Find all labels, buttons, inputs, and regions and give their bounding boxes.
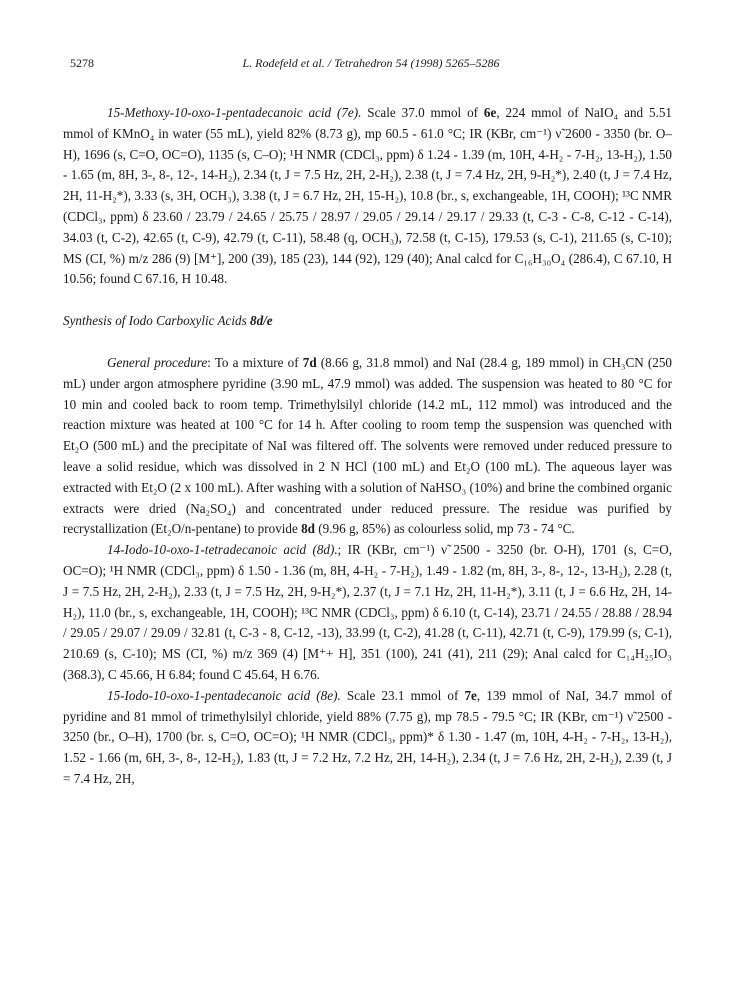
page-header bbox=[70, 56, 672, 72]
paragraph-text: , 139 mmol of NaI, 34.7 mmol of pyridine and 81 mmol of trimethylsilyl chloride, yield 88% (7.75 g), mp 78.5 - 79.5 °C; IR (KBr, cm⁻¹) ν̃ 2500 - 3250 (br., O–H), 1700 (br. s, C=O, OC=O); ¹H NMR (CDCl₃, ppm)* δ 1.30 - 1.47 (m, 10H, 4-H₂ - 7-H₂, 13-H₂), 1.52 - 1.66 (m, 6H, 3-, 8-, 12-H₂), 1.83 (tt, J = 7.2 Hz, 7.2 Hz, 2H, 14-H₂), 2.34 (t, J = 7.6 Hz, 2H, 2-H₂), 2.39 (t, J = 7.4 Hz, 2H, bbox=[63, 687, 672, 786]
section-compounds: 8d/e bbox=[250, 313, 273, 329]
paragraph-8e bbox=[63, 686, 672, 790]
compound-name-7e: 15-Methoxy-10-oxo-1-pentadecanoic acid (7e). bbox=[107, 105, 362, 120]
running-head: L. Rodefeld et al. / Tetrahedron 54 (1998) 5265–5286 bbox=[242, 56, 500, 70]
article-body bbox=[63, 103, 672, 790]
compound-name-8d: 14-Iodo-10-oxo-1-tetradecanoic acid (8d). bbox=[107, 542, 338, 558]
paragraph-text: : To a mixture of bbox=[207, 354, 303, 370]
compound-ref: 8d bbox=[301, 521, 315, 537]
paragraph-text: (9.96 g, 85%) as colourless solid, mp 73 - 74 °C. bbox=[315, 521, 575, 537]
compound-ref: 7e bbox=[464, 687, 477, 703]
section-heading: Synthesis of Iodo Carboxylic Acids 8d/e bbox=[63, 313, 273, 329]
paragraph-text: ; IR (KBr, cm⁻¹) ν̃ 2500 - 3250 (br. O-H), 1701 (s, C=O, OC=O); ¹H NMR (CDCl₃, ppm) δ 1.50 - 1.36 (m, 8H, 4-H₂ - 7-H₂), 1.49 - 1.82 (m, 8H, 3-, 8-, 12-, 13-H₂), 2.28 (t, J = 7.5 Hz, 2H, 2-H₂), 2.33 (t, J = 7.5 Hz, 2H, 9-H₂*), 2.37 (t, J = 7.1 Hz, 2H, 11-H₂*), 3.11 (t, J = 6.6 Hz, 2H, 14-H₂), 11.0 (br., s, exchangeable, 1H, COOH); ¹³C NMR (CDCl₃, ppm) δ 6.10 (t, C-14), 23.71 / 24.55 / 28.88 / 28.94 / 29.05 / 29.07 / 29.09 / 32.81 (t, C-3 - 8, C-12, -13), 33.99 (t, C-2), 41.28 (t, C-11), 42.71 (t, C-9), 179.99 (s, C-1), 210.69 (s, C-10); MS (CI, %) m/z 369 (4) [M⁺+ H], 351 (100), 241 (41), 211 (29); Anal calcd for C₁₄H₂₅IO₃ (368.3), C 45.66, H 6.84; found C 45.64, H 6.76. bbox=[63, 542, 672, 682]
compound-ref: 6e bbox=[483, 105, 497, 120]
scale-text: Scale 23.1 mmol of bbox=[340, 687, 465, 703]
paragraph-7e bbox=[63, 103, 672, 290]
compound-ref: 7d bbox=[302, 354, 317, 370]
compound-name-8e: 15-Iodo-10-oxo-1-pentadecanoic acid (8e). bbox=[107, 687, 341, 703]
paragraph-general-procedure bbox=[63, 353, 672, 540]
paragraph-8d bbox=[63, 540, 672, 686]
scale-text: Scale 37.0 mmol of bbox=[361, 105, 484, 120]
page-number: 5278 bbox=[70, 56, 94, 70]
paragraph-text: , 224 mmol of NaIO₄ and 5.51 mmol of KMnO₄ in water (55 mL), yield 82% (8.73 g), mp 60.5 - 61.0 °C; IR (KBr, cm⁻¹) ν̃ 2600 - 3350 (br. O–H), 1696 (s, C=O, OC=O), 1135 (s, C–O); ¹H NMR (CDCl₃, ppm) δ 1.24 - 1.39 (m, 10H, 4-H₂ - 7-H₂, 13-H₂), 1.50 - 1.65 (m, 8H, 3-, 8-, 12-, 14-H₂), 2.34 (t, J = 7.5 Hz, 2H, 2-H₂), 2.38 (t, J = 7.4 Hz, 2H, 9-H₂*), 2.40 (t, J = 7.4 Hz, 2H, 11-H₂*), 3.33 (s, 3H, OCH₃), 3.38 (t, J = 6.7 Hz, 2H, 15-H₂), 10.8 (br., s, exchangeable, 1H, COOH); ¹³C NMR (CDCl₃, ppm) δ 23.60 / 23.79 / 24.65 / 25.75 / 28.97 / 29.05 / 29.14 / 29.17 / 29.33 (t, C-3 - C-8, C-12 - C-14), 34.03 (t, C-2), 42.65 (t, C-9), 42.79 (t, C-11), 58.48 (q, OCH₃), 72.58 (t, C-15), 179.53 (s, C-1), 211.65 (s, C-10); MS (CI, %) m/z 286 (9) [M⁺], 200 (39), 185 (23), 144 (92), 129 (40); Anal calcd for C₁₆H₃₀O₄ (286.4), C 67.10, H 10.56; found C 67.16, H 10.48. bbox=[63, 105, 672, 287]
general-procedure-label: General procedure bbox=[107, 354, 208, 370]
paragraph-text: (8.66 g, 31.8 mmol) and NaI (28.4 g, 189 mmol) in CH₃CN (250 mL) under argon atmosphere pyridine (3.90 mL, 47.9 mmol) was added. The suspension was heated to 80 °C for 10 min and cooled back to room temp. Trimethylsilyl chloride (14.2 mL, 112 mmol) was introduced and the reaction mixture was heated at 100 °C for 14 h. After cooling to room temp the suspension was quenched with Et₂O (500 mL) and the precipitate of NaI was filtered off. The solvents were removed under reduced pressure to leave a solid residue, which was dissolved in 2 N HCl (100 mL) and Et₂O (100 mL). The aqueous layer was extracted with Et₂O (2 x 100 mL). After washing with a solution of NaHSO₃ (10%) and brine the combined organic extracts were dried (Na₂SO₄) and concentrated under reduced pressure. The residue was purified by recrystallization (Et₂O/n-pentane) to provide bbox=[63, 354, 672, 537]
